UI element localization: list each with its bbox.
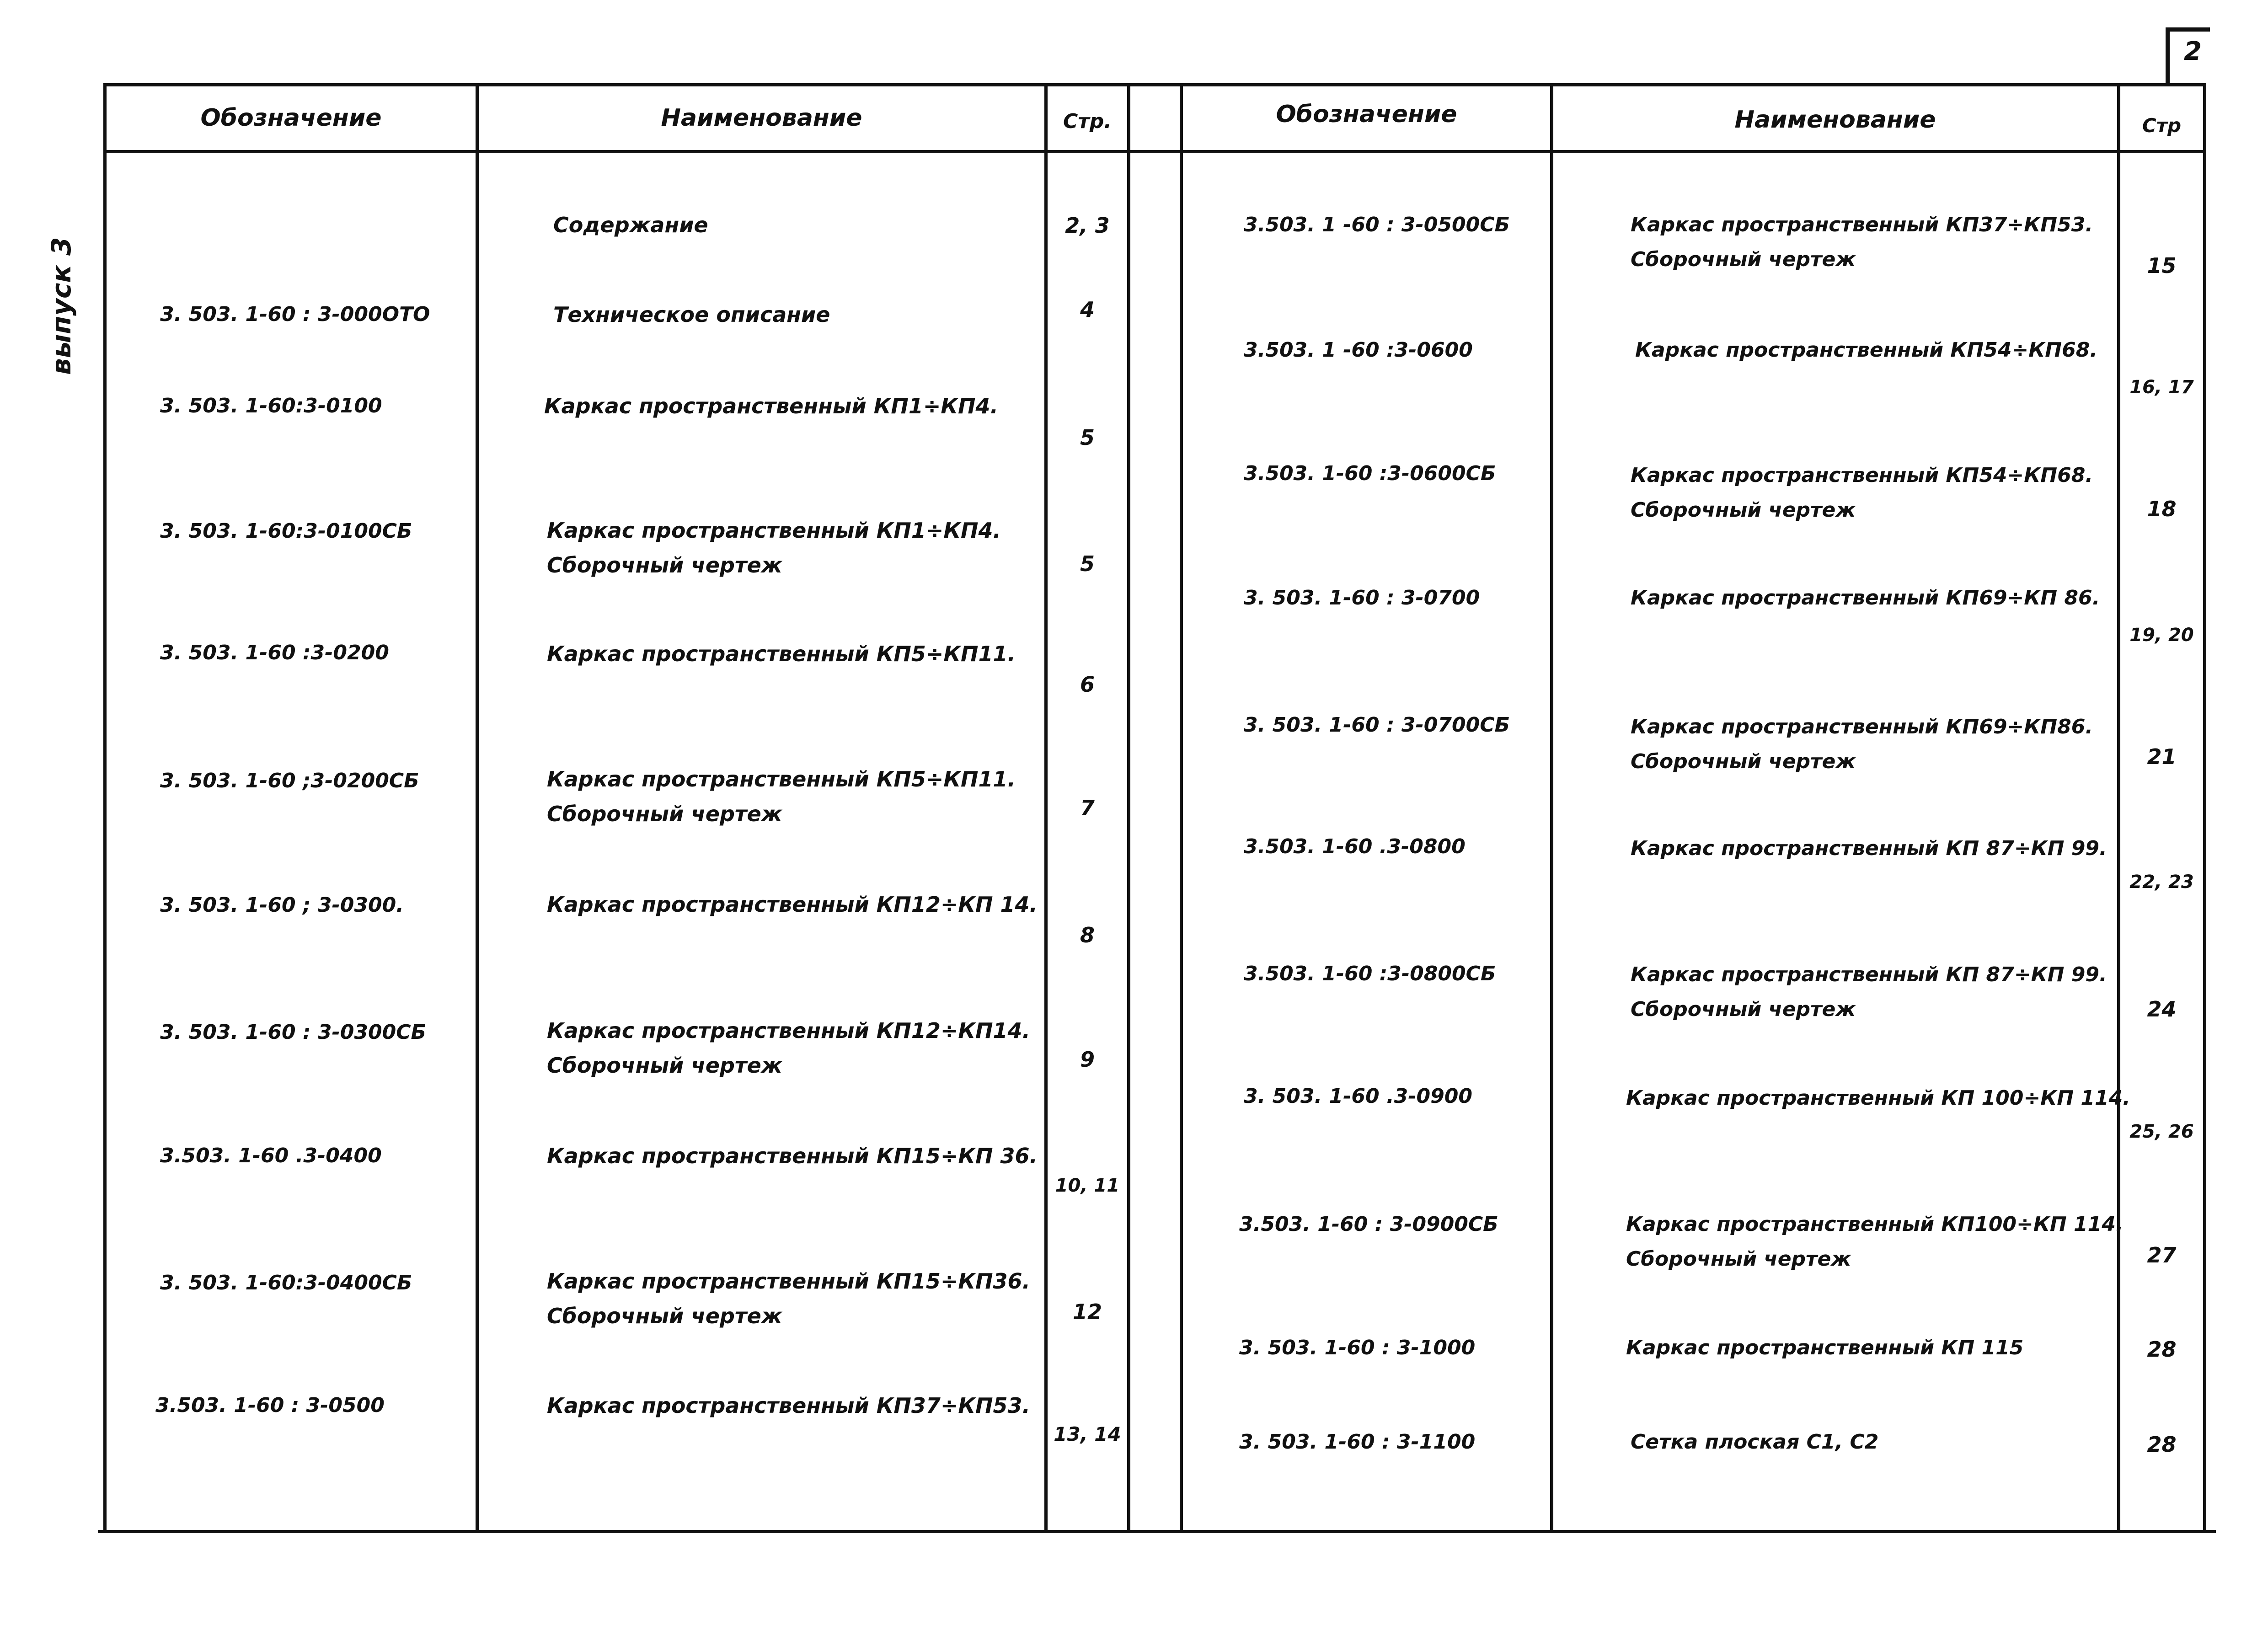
row-name: Содержание — [553, 213, 708, 237]
row-code: 3. 503. 1-60 : 3-1000 — [1239, 1336, 1476, 1359]
issue-side-label: выпуск 3 — [46, 237, 77, 375]
row-page: 13, 14 — [1054, 1423, 1121, 1445]
row-page: 28 — [2147, 1432, 2177, 1457]
table-top-border — [104, 83, 2206, 86]
row-name: Каркас пространственный КП37÷КП53. Сборочный чертеж — [1631, 213, 2093, 271]
row-page: 6 — [1080, 672, 1095, 697]
row-name: Техническое описание — [553, 302, 830, 327]
right-header-name: Наименование — [1734, 106, 1936, 134]
col-rule — [2203, 83, 2206, 1533]
row-page: 9 — [1080, 1047, 1095, 1072]
row-page: 15 — [2147, 253, 2177, 278]
col-rule — [1127, 83, 1130, 1533]
row-code: 3.503. 1 -60 : 3-0500СБ — [1244, 213, 1510, 236]
row-code: 3.503. 1-60 : 3-0500 — [155, 1394, 385, 1417]
row-code: 3.503. 1-60 :3-0800СБ — [1244, 962, 1496, 985]
row-page: 19, 20 — [2129, 625, 2194, 646]
left-header-page: Стр. — [1063, 110, 1112, 133]
row-page: 7 — [1080, 796, 1095, 820]
row-name: Каркас пространственный КП12÷КП 14. — [547, 892, 1038, 917]
row-code: 3. 503. 1-60 : 3-1100 — [1239, 1430, 1476, 1454]
row-page: 22, 23 — [2129, 872, 2194, 893]
col-rule — [103, 83, 107, 1533]
row-code: 3. 503. 1-60 ; 3-0300. — [160, 893, 404, 917]
left-header-name: Наименование — [661, 104, 862, 132]
row-page: 8 — [1080, 923, 1095, 947]
row-name: Каркас пространственный КП5÷КП11. Сборочный чертеж — [547, 767, 1016, 826]
row-page: 16, 17 — [2129, 377, 2194, 398]
row-code: 3. 503. 1-60:3-0400СБ — [160, 1271, 412, 1294]
row-name: Каркас пространственный КП15÷КП 36. — [547, 1144, 1038, 1168]
row-name: Сетка плоская С1, С2 — [1631, 1430, 1879, 1454]
row-code: 3.503. 1-60 .3-0400 — [160, 1144, 382, 1167]
row-name: Каркас пространственный КП54÷КП68. Сборочный чертеж — [1631, 464, 2093, 522]
row-code: 3. 503. 1-60 : 3-0700СБ — [1244, 713, 1510, 737]
row-code: 3. 503. 1-60:3-0100 — [160, 394, 382, 417]
row-code: 3. 503. 1-60 : 3-000ОТО — [160, 303, 430, 326]
row-name: Каркас пространственный КП54÷КП68. — [1635, 338, 2098, 362]
row-page: 28 — [2147, 1337, 2177, 1362]
row-page: 21 — [2147, 744, 2177, 769]
row-name: Каркас пространственный КП69÷КП86. Сборочный чертеж — [1631, 715, 2093, 773]
col-rule — [1550, 83, 1553, 1533]
row-name: Каркас пространственный КП5÷КП11. — [547, 642, 1016, 666]
row-code: 3. 503. 1-60:3-0100СБ — [160, 519, 412, 543]
row-page: 5 — [1080, 551, 1095, 576]
col-rule — [2117, 83, 2120, 1533]
row-name: Каркас пространственный КП15÷КП36. Сборочный чертеж — [547, 1269, 1030, 1328]
right-header-code: Обозначение — [1276, 101, 1457, 128]
row-page: 25, 26 — [2129, 1121, 2194, 1142]
row-code: 3. 503. 1-60 .3-0900 — [1244, 1085, 1473, 1108]
row-name: Каркас пространственный КП 87÷КП 99. Сборочный чертеж — [1631, 963, 2107, 1021]
row-name: Каркас пространственный КП1÷КП4. — [544, 394, 998, 418]
col-rule — [1044, 83, 1048, 1533]
sheet-number: 2 — [2184, 37, 2202, 66]
col-rule — [1180, 83, 1183, 1533]
row-code: 3. 503. 1-60 :3-0200 — [160, 641, 389, 664]
row-code: 3.503. 1-60 .3-0800 — [1244, 835, 1466, 858]
row-code: 3.503. 1 -60 :3-0600 — [1244, 338, 1473, 362]
row-name: Каркас пространственный КП12÷КП14. Сборочный чертеж — [547, 1018, 1030, 1078]
row-name: Каркас пространственный КП 100÷КП 114. — [1626, 1086, 2130, 1110]
row-code: 3.503. 1-60 :3-0600СБ — [1244, 462, 1496, 485]
table-bottom-border — [98, 1530, 2216, 1533]
row-code: 3. 503. 1-60 : 3-0700 — [1244, 586, 1480, 610]
row-page: 10, 11 — [1055, 1175, 1120, 1196]
row-name: Каркас пространственный КП69÷КП 86. — [1631, 586, 2100, 610]
row-name: Каркас пространственный КП 87÷КП 99. — [1631, 837, 2107, 860]
row-page: 4 — [1080, 297, 1095, 322]
right-header-page: Стр — [2142, 114, 2182, 137]
row-name: Каркас пространственный КП37÷КП53. — [547, 1393, 1030, 1418]
row-name: Каркас пространственный КП1÷КП4. Сборочный чертеж — [547, 518, 1001, 578]
row-page: 27 — [2147, 1243, 2177, 1267]
row-page: 24 — [2147, 997, 2177, 1021]
row-code: 3. 503. 1-60 ;3-0200СБ — [160, 769, 419, 792]
left-header-code: Обозначение — [200, 104, 382, 132]
row-name: Каркас пространственный КП100÷КП 114. Сборочный чертеж — [1626, 1213, 2124, 1271]
row-page: 2, 3 — [1065, 213, 1110, 238]
row-page: 5 — [1080, 425, 1095, 450]
row-code: 3.503. 1-60 : 3-0900СБ — [1239, 1213, 1498, 1236]
col-rule — [476, 83, 479, 1533]
header-bottom-border — [104, 150, 2206, 153]
row-page: 18 — [2147, 497, 2177, 521]
row-code: 3. 503. 1-60 : 3-0300СБ — [160, 1021, 427, 1044]
row-name: Каркас пространственный КП 115 — [1626, 1336, 2024, 1359]
row-page: 12 — [1072, 1299, 1102, 1324]
